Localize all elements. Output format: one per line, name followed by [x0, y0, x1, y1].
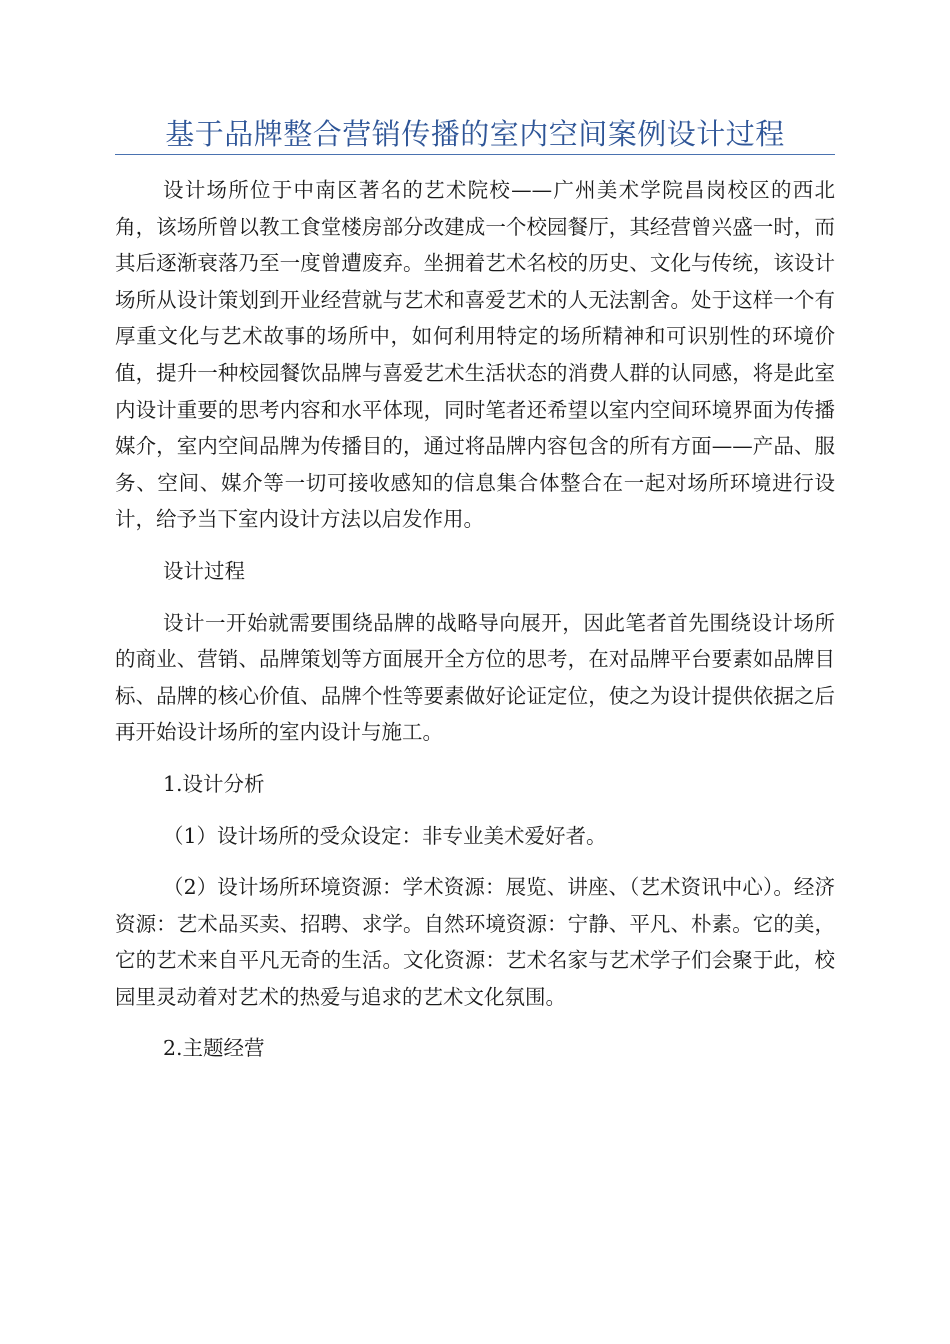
list-item-resources: （2）设计场所环境资源：学术资源：展览、讲座、（艺术资讯中心）。经济资源：艺术品买卖、招聘、求学。自然环境资源：宁静、平凡、朴素。它的美，它的艺术来自平凡无奇的生活。文化资源：艺术名家与艺术学子们会聚于此，校园里灵动着对艺术的热爱与追求的艺术文化氛围。	[115, 875, 835, 1009]
subheading-theme-operation: 2.主题经营	[163, 1036, 265, 1061]
subheading-design-analysis: 1.设计分析	[163, 771, 265, 796]
document-title: 基于品牌整合营销传播的室内空间案例设计过程	[165, 117, 785, 151]
paragraph-intro: 设计场所位于中南区著名的艺术院校——广州美术学院昌岗校区的西北角，该场所曾以教工食堂楼房部分改建成一个校园餐厅，其经营曾兴盛一时，而其后逐渐衰落乃至一度曾遭废弃。坐拥着艺术名校的历史、文化与传统，该设计场所从设计策划到开业经营就与艺术和喜爱艺术的人无法割舍。处于这样一个有厚重文化与艺术故事的场所中，如何利用特定的场所精神和可识别性的环境价值，提升一种校园餐饮品牌与喜爱艺术生活状态的消费人群的认同感，将是此室内设计重要的思考内容和水平体现，同时笔者还希望以室内空间环境界面为传播媒介，室内空间品牌为传播目的，通过将品牌内容包含的所有方面——产品、服务、空间、媒介等一切可接收感知的信息集合体整合在一起对场所环境进行设计，给予当下室内设计方法以启发作用。	[115, 178, 835, 532]
list-item-audience: （1）设计场所的受众设定：非专业美术爱好者。	[163, 823, 607, 848]
section-heading-design-process: 设计过程	[163, 558, 245, 583]
title-underline	[115, 154, 835, 155]
paragraph-design-process: 设计一开始就需要围绕品牌的战略导向展开，因此笔者首先围绕设计场所的商业、营销、品牌策划等方面展开全方位的思考，在对品牌平台要素如品牌目标、品牌的核心价值、品牌个性等要素做好论证定位，使之为设计提供依据之后再开始设计场所的室内设计与施工。	[115, 610, 835, 745]
document-body	[115, 172, 835, 1067]
